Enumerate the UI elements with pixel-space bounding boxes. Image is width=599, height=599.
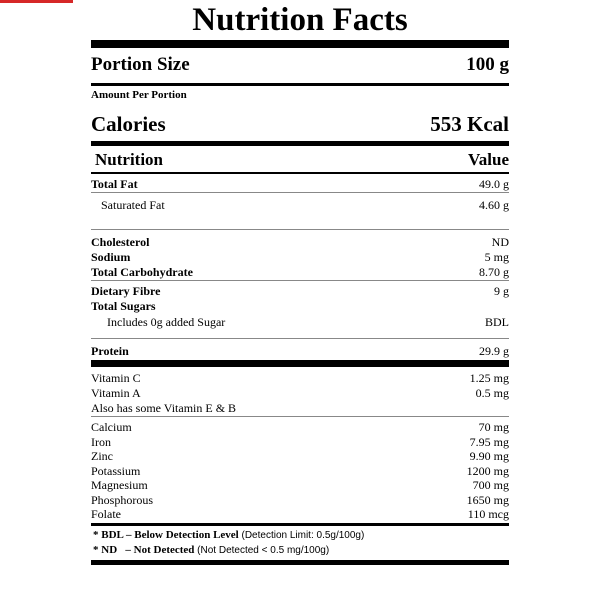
bottom-rule: [91, 560, 509, 565]
nd-note: [93, 544, 329, 556]
portion-rule: [91, 83, 509, 86]
magnesium-value: 700 mg: [472, 477, 509, 492]
total-fat-label: Total Fat: [91, 176, 138, 191]
sodium-row: [91, 250, 509, 264]
saturated-divider: [91, 229, 509, 230]
corner-mark: [0, 0, 73, 3]
zinc-label: Zinc: [91, 448, 113, 463]
phosphorous-value: 1650 mg: [466, 492, 509, 507]
calcium-row: [91, 420, 509, 434]
dietary-fibre-value: 9 g: [494, 283, 509, 298]
nd-note-detail: (Not Detected < 0.5 mg/100g): [197, 545, 330, 556]
portion-size-row: [91, 52, 509, 78]
zinc-row: [91, 449, 509, 463]
total-sugars-label: Total Sugars: [91, 298, 156, 313]
added-sugar-value: BDL: [485, 314, 509, 329]
calories-value: 553 Kcal: [430, 111, 509, 136]
iron-label: Iron: [91, 434, 111, 449]
nd-note-bold: * ND – Not Detected: [93, 544, 195, 556]
protein-value: 29.9 g: [479, 343, 509, 358]
fat-divider: [91, 192, 509, 193]
vitamin-a-row: [91, 386, 509, 400]
vitamin-divider: [91, 416, 509, 417]
calcium-label: Calcium: [91, 419, 132, 434]
table-header-row: [91, 148, 509, 172]
amount-per-portion-row: [91, 88, 509, 102]
calories-row: [91, 110, 509, 138]
total-carbohydrate-label: Total Carbohydrate: [91, 264, 193, 279]
potassium-row: [91, 464, 509, 478]
dietary-fibre-row: [91, 284, 509, 298]
amount-per-portion-label: Amount Per Portion: [91, 89, 187, 101]
total-fat-row: [91, 176, 509, 192]
folate-value: 110 mcg: [467, 506, 509, 521]
zinc-value: 9.90 mg: [469, 448, 509, 463]
page-title: Nutrition Facts: [192, 2, 408, 38]
bdl-note-bold: * BDL – Below Detection Level: [93, 529, 239, 541]
carb-divider: [91, 280, 509, 281]
top-rule: [91, 40, 509, 48]
protein-row: [91, 343, 509, 359]
saturated-fat-row: [91, 197, 509, 213]
vitamin-e-note-row: [91, 401, 509, 415]
vitamin-a-value: 0.5 mg: [475, 385, 509, 400]
calories-rule: [91, 141, 509, 146]
folate-label: Folate: [91, 506, 121, 521]
vitamin-c-label: Vitamin C: [91, 370, 141, 385]
portion-size-value: 100 g: [466, 54, 509, 75]
bdl-note: [93, 529, 364, 541]
protein-label: Protein: [91, 343, 129, 358]
sodium-label: Sodium: [91, 249, 131, 264]
bdl-note-detail: (Detection Limit: 0.5g/100g): [241, 530, 365, 541]
saturated-fat-value: 4.60 g: [479, 197, 509, 212]
potassium-value: 1200 mg: [466, 463, 509, 478]
potassium-label: Potassium: [91, 463, 141, 478]
phosphorous-row: [91, 493, 509, 507]
cholesterol-value: ND: [491, 234, 509, 249]
total-sugars-row: [91, 299, 509, 313]
vitamin-c-row: [91, 371, 509, 385]
vitamin-a-label: Vitamin A: [91, 385, 141, 400]
iron-value: 7.95 mg: [469, 434, 509, 449]
cholesterol-row: [91, 235, 509, 249]
magnesium-label: Magnesium: [91, 477, 148, 492]
saturated-fat-label: Saturated Fat: [101, 197, 165, 212]
header-rule: [91, 172, 509, 174]
value-header: Value: [468, 150, 509, 169]
portion-size-label: Portion Size: [91, 54, 190, 75]
added-sugar-row: [91, 315, 509, 329]
vitamin-c-value: 1.25 mg: [469, 370, 509, 385]
total-fat-value: 49.0 g: [479, 176, 509, 191]
total-carbohydrate-value: 8.70 g: [479, 264, 509, 279]
sugar-divider: [91, 338, 509, 339]
magnesium-row: [91, 478, 509, 492]
calories-label: Calories: [91, 111, 166, 136]
calcium-value: 70 mg: [478, 419, 509, 434]
added-sugar-label: Includes 0g added Sugar: [107, 314, 226, 329]
folate-row: [91, 507, 509, 521]
phosphorous-label: Phosphorous: [91, 492, 154, 507]
total-carbohydrate-row: [91, 265, 509, 279]
minerals-rule: [91, 523, 509, 526]
nutrition-header: Nutrition: [95, 150, 163, 169]
iron-row: [91, 435, 509, 449]
cholesterol-label: Cholesterol: [91, 234, 150, 249]
protein-thick-rule: [91, 360, 509, 367]
vitamin-e-note: Also has some Vitamin E & B: [91, 400, 237, 415]
sodium-value: 5 mg: [484, 249, 509, 264]
dietary-fibre-label: Dietary Fibre: [91, 283, 161, 298]
